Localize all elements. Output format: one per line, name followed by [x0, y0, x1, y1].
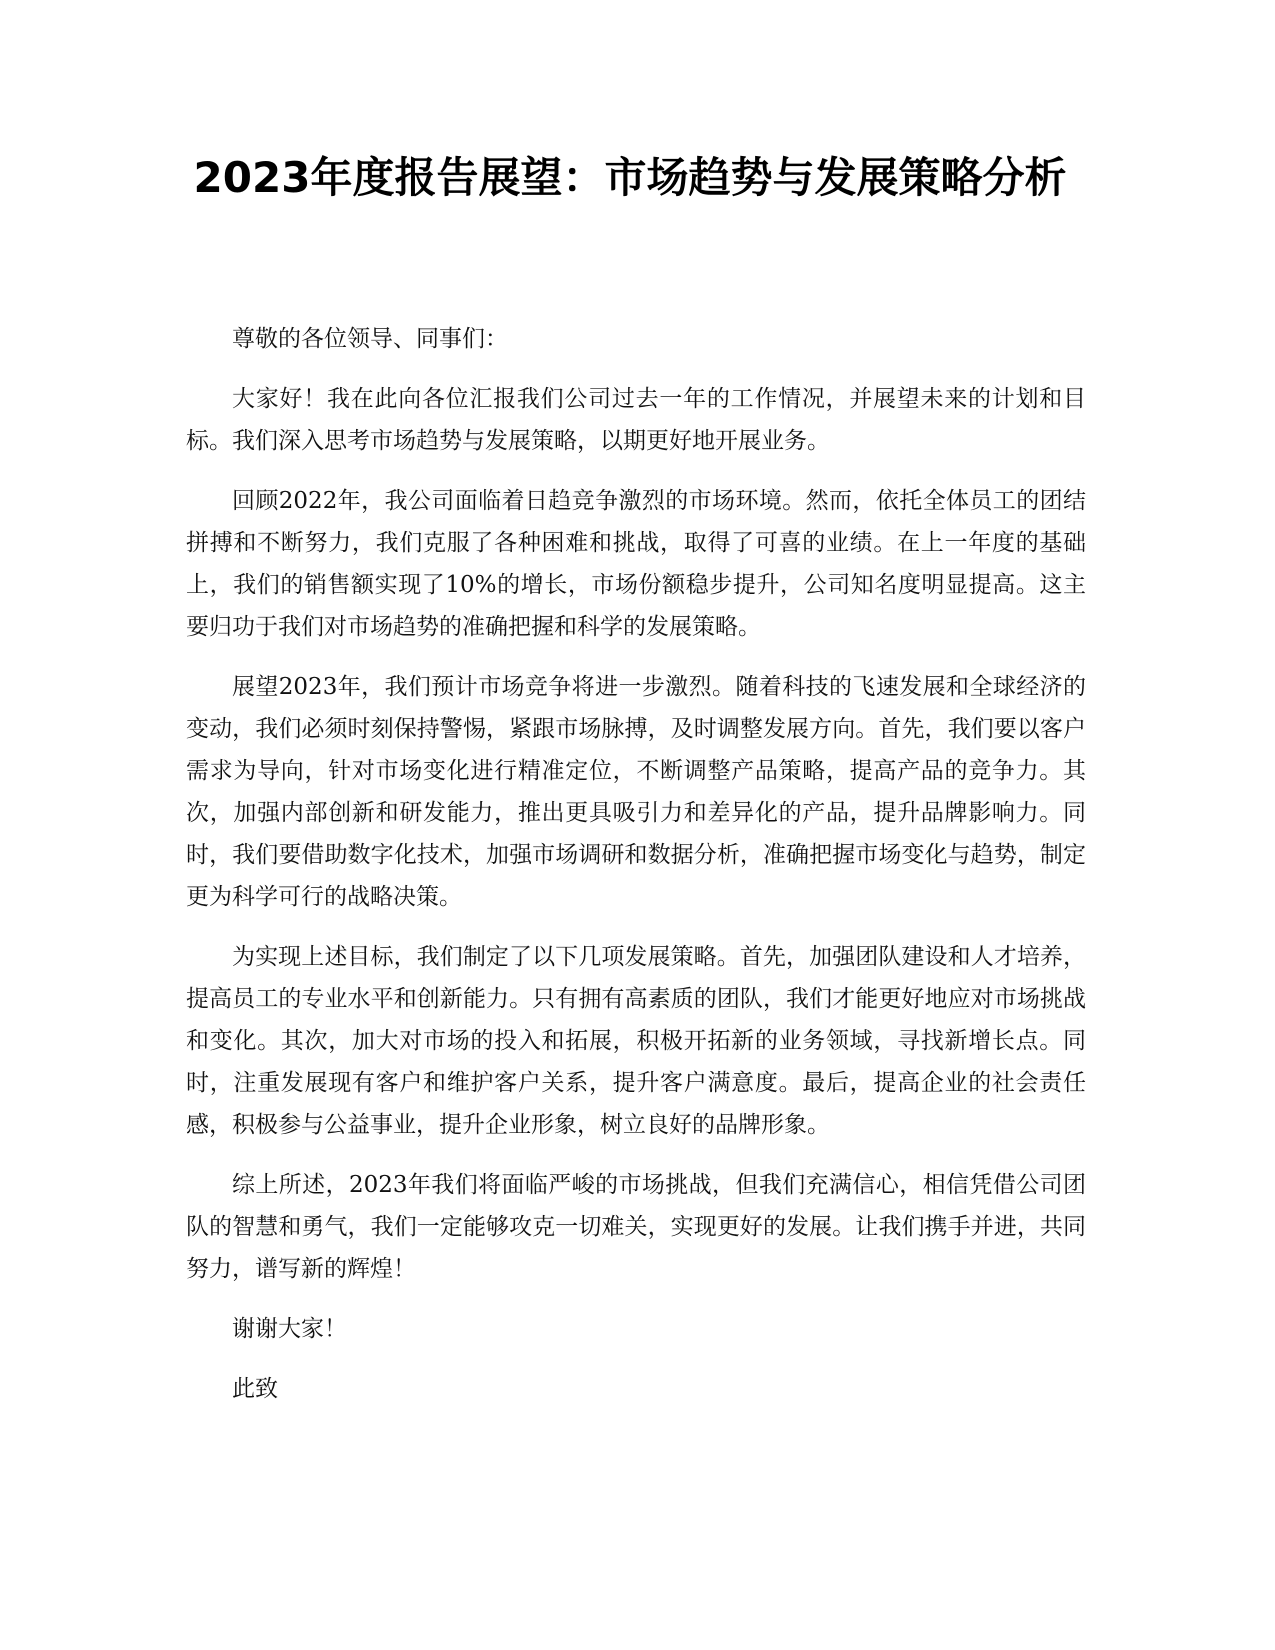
document-body	[186, 318, 1086, 1428]
document-title: 2023年度报告展望：市场趋势与发展策略分析	[193, 153, 1067, 202]
outlook-2023-paragraph: 展望2023年，我们预计市场竞争将进一步激烈。随着科技的飞速发展和全球经济的变动，我们必须时刻保持警惕，紧跟市场脉搏，及时调整发展方向。首先，我们要以客户需求为导向，针对市场变化进行精准定位，不断调整产品策略，提高产品的竞争力。其次，加强内部创新和研发能力，推出更具吸引力和差异化的产品，提升品牌影响力。同时，我们要借助数字化技术，加强市场调研和数据分析，准确把握市场变化与趋势，制定更为科学可行的战略决策。	[186, 674, 1086, 910]
greeting-paragraph: 大家好！我在此向各位汇报我们公司过去一年的工作情况，并展望未来的计划和目标。我们深入思考市场趋势与发展策略，以期更好地开展业务。	[186, 386, 1086, 454]
salutation-paragraph: 尊敬的各位领导、同事们：	[232, 326, 508, 352]
summary-paragraph: 综上所述，2023年我们将面临严峻的市场挑战，但我们充满信心，相信凭借公司团队的智慧和勇气，我们一定能够攻克一切难关，实现更好的发展。让我们携手并进，共同努力，谱写新的辉煌！	[186, 1172, 1086, 1282]
strategy-paragraph: 为实现上述目标，我们制定了以下几项发展策略。首先，加强团队建设和人才培养，提高员工的专业水平和创新能力。只有拥有高素质的团队，我们才能更好地应对市场挑战和变化。其次，加大对市场的投入和拓展，积极开拓新的业务领域，寻找新增长点。同时，注重发展现有客户和维护客户关系，提升客户满意度。最后，提高企业的社会责任感，积极参与公益事业，提升企业形象，树立良好的品牌形象。	[186, 944, 1086, 1138]
closing-paragraph: 此致	[232, 1376, 278, 1402]
thanks-paragraph: 谢谢大家！	[232, 1316, 347, 1342]
review-2022-paragraph: 回顾2022年，我公司面临着日趋竞争激烈的市场环境。然而，依托全体员工的团结拼搏和不断努力，我们克服了各种困难和挑战，取得了可喜的业绩。在上一年度的基础上，我们的销售额实现了10%的增长，市场份额稳步提升，公司知名度明显提高。这主要归功于我们对市场趋势的准确把握和科学的发展策略。	[186, 488, 1086, 640]
